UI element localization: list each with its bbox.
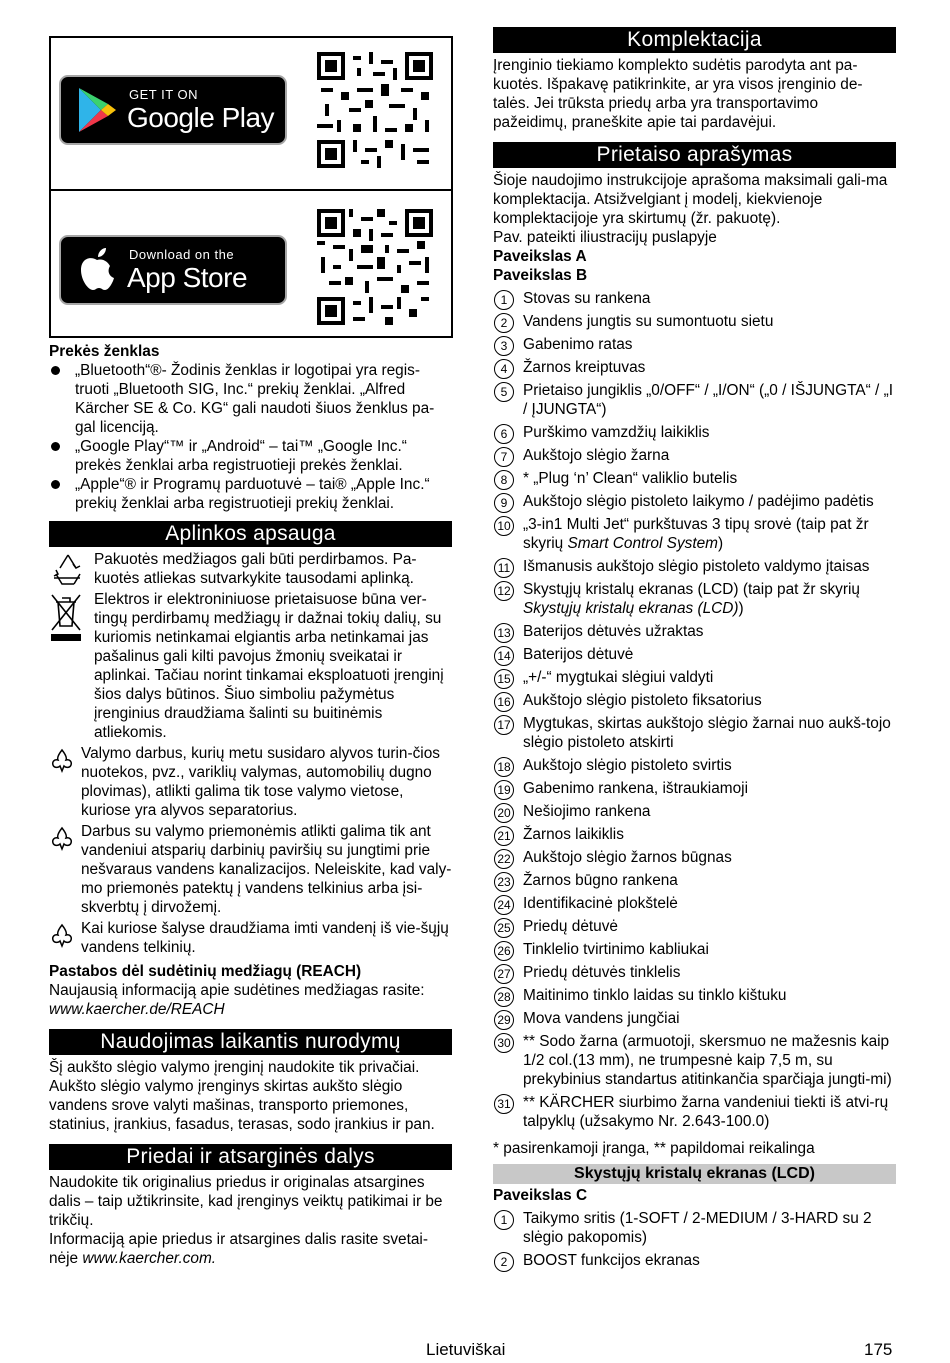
item-number-badge: 27 [494, 964, 514, 984]
item-number-badge: 19 [494, 780, 514, 800]
numbered-item [493, 1032, 896, 1089]
google-play-cell [51, 38, 451, 187]
numbered-item [493, 691, 896, 710]
item-number-badge: 11 [494, 558, 514, 578]
numbered-item [493, 1093, 896, 1131]
google-play-big-text: Google Play [127, 102, 275, 133]
item-text: Tinklelio tvirtinimo kabliukai [523, 941, 709, 958]
item-text: Mova vandens jungčiai [523, 1010, 680, 1027]
google-play-small-text: GET IT ON [129, 87, 199, 102]
item-text: ** Sodo žarna (armuotoji, skersmuo ne mažesnis kaip 1/2 col.(13 mm), ne trumpesnė kaip 7,5 m, su prekybinius standartus atitinkančia sparčiąja jungti-mi) [523, 1033, 892, 1088]
numbered-item [493, 871, 896, 890]
item-number-badge: 1 [494, 1210, 514, 1230]
scope-section-title: Komplektacija [493, 27, 896, 53]
item-number-badge: 30 [494, 1033, 514, 1053]
item-number-badge: 25 [494, 918, 514, 938]
item-number-badge: 31 [494, 1094, 514, 1114]
item-number-badge: 24 [494, 895, 514, 915]
footer-language: Lietuviškai [426, 1340, 506, 1359]
lcd-list [493, 1209, 896, 1270]
item-number-badge: 21 [494, 826, 514, 846]
item-text: Baterijos dėtuvė [523, 646, 634, 663]
numbered-item [493, 1009, 896, 1028]
item-number-badge: 15 [494, 669, 514, 689]
item-text: Stovas su rankena [523, 290, 651, 307]
numbered-item [493, 825, 896, 844]
trademark-item-text: „Apple“® ir Programų parduotuvė – tai® „Apple Inc.“ prekių ženklai arba registruotieji prekių ženklai. [75, 476, 430, 512]
component-list [493, 289, 896, 1131]
reach-link[interactable]: www.kaercher.de/REACH [49, 1001, 225, 1018]
reach-heading: Pastabos dėl sudėtinių medžiagų (REACH) [49, 963, 362, 980]
item-text: Priedų dėtuvė [523, 918, 618, 935]
scope-text: Įrenginio tiekiamo komplekto sudėtis parodyta ant pa-kuotės. Išpakavę patikrinkite, ar yra visos įrenginio de-talės. Jei trūksta priedų arba yra transportavimo pažeidimų, praneškite apie tai pardavėjui. [493, 57, 863, 131]
item-number-badge: 8 [494, 470, 514, 490]
recycle-row [49, 550, 452, 588]
item-text: Priedų dėtuvės tinklelis [523, 964, 681, 981]
crossed-bin-icon [49, 592, 83, 644]
weee-text: Elektros ir elektroniniuose prietaisuose būna ver-tingų perdirbamų medžiagų ir dažnai tokių dalių, su kuriomis netinkamai elgiantis arba netinkamai jas pašalinus gali kilti pavojus žmonių sveikatai ir aplinkai. Tačiau norint tinkamai eksploatuoti įrenginį šios dalys būtinos. Šiuo simboliu pažymėtus įrenginius draudžiama šalinti su buitinėmis atliekomis. [94, 591, 444, 741]
bullet-icon [51, 480, 60, 489]
accessories-info-text: Informaciją apie priedus ir atsargines dalis rasite svetai-nėje [49, 1231, 428, 1267]
item-text: Žarnos būgno rankena [523, 872, 678, 889]
description-text: Šioje naudojimo instrukcijoje aprašoma maksimali gali-ma komplektacija. Atsižvelgiant į modelį, kiekvienoje komplektacijoje yra skirtumų (žr. pakuotę). [493, 172, 888, 227]
item-text: Aukštojo slėgio pistoleto laikymo / padėjimo padėtis [523, 493, 874, 510]
numbered-item [493, 446, 896, 465]
item-text: Identifikacinė plokštelė [523, 895, 678, 912]
numbered-item [493, 469, 896, 488]
figure-a-label: Paveikslas A [493, 248, 587, 265]
item-text: Išmanusis aukštojo slėgio pistoleto valdymo įtaisas [523, 558, 870, 575]
item-crossref: Skystųjų kristalų ekranas (LCD) [523, 600, 739, 617]
numbered-item [493, 645, 896, 664]
trademark-item-text: „Google Play“™ ir „Android“ – tai™ „Google Inc.“ prekės ženklai arba registruotieji prekės ženklai. [75, 438, 407, 474]
item-text: Taikymo sritis (1-SOFT / 2-MEDIUM / 3-HARD su 2 slėgio pakopomis) [523, 1210, 872, 1246]
item-number-badge: 1 [494, 290, 514, 310]
app-store-cell [51, 189, 451, 340]
app-store-badge[interactable] [59, 235, 287, 305]
numbered-item [493, 557, 896, 576]
item-text: Gabenimo ratas [523, 336, 633, 353]
item-text: Aukštojo slėgio žarna [523, 447, 670, 464]
numbered-item [493, 423, 896, 442]
item-number-badge: 3 [494, 336, 514, 356]
trademark-item [49, 475, 452, 513]
lcd-section-title: Skystųjų kristalų ekranas (LCD) [493, 1164, 896, 1184]
item-text: ** KÄRCHER siurbimo žarna vandeniui tiekti iš atvi-rų talpyklų (užsakymo Nr. 2.643-100.0) [523, 1094, 889, 1130]
numbered-item [493, 289, 896, 308]
item-number-badge: 7 [494, 447, 514, 467]
left-column [49, 342, 452, 1268]
page-number: 175 [864, 1340, 893, 1359]
water-row [49, 919, 452, 957]
numbered-item [493, 917, 896, 936]
item-text: Baterijos dėtuvės užraktas [523, 623, 704, 640]
app-store-big-text: App Store [127, 262, 248, 293]
numbered-item [493, 802, 896, 821]
numbered-item [493, 358, 896, 377]
bullet-icon [51, 442, 60, 451]
google-play-icon [75, 86, 119, 134]
accessories-link[interactable]: www.kaercher.com. [82, 1250, 217, 1267]
oil-water-icon [49, 747, 75, 773]
item-number-badge: 13 [494, 623, 514, 643]
item-text: Aukštojo slėgio pistoleto svirtis [523, 757, 732, 774]
numbered-item [493, 1209, 896, 1247]
numbered-item [493, 312, 896, 331]
item-text: „3-in1 Multi Jet“ purkštuvas 3 tipų srovė (taip pat žr skyrių [523, 516, 869, 552]
usage-section-title: Naudojimas laikantis nurodymų [49, 1029, 452, 1055]
numbered-item [493, 580, 896, 618]
item-number-badge: 6 [494, 424, 514, 444]
item-text-suffix: ) [718, 535, 724, 552]
numbered-item [493, 668, 896, 687]
description-figures-note: Pav. pateikti iliustracijų puslapyje [493, 229, 717, 246]
item-text: Skystųjų kristalų ekranas (LCD) (taip pat žr skyrių [523, 581, 860, 598]
app-store-box [49, 36, 453, 338]
item-number-badge: 2 [494, 1252, 514, 1272]
item-text: Prietaiso jungiklis „0/OFF“ / „I/ON“ („0 / IŠJUNGTA“ / „I / ĮJUNGTA“) [523, 382, 893, 418]
item-text: Nešiojimo rankena [523, 803, 651, 820]
item-number-badge: 4 [494, 359, 514, 379]
accessories-info [49, 1230, 452, 1268]
item-number-badge: 10 [494, 516, 514, 536]
trademark-heading: Prekės ženklas [49, 343, 160, 360]
numbered-item [493, 756, 896, 775]
env-section-title: Aplinkos apsauga [49, 521, 452, 547]
item-number-badge: 14 [494, 646, 514, 666]
reach-text: Naujausią informaciją apie sudėtines medžiagas rasite: [49, 982, 425, 999]
bullet-icon [51, 366, 60, 375]
item-crossref: Smart Control System [567, 535, 718, 552]
numbered-item [493, 848, 896, 867]
trademark-item [49, 437, 452, 475]
numbered-item [493, 492, 896, 511]
numbered-item [493, 986, 896, 1005]
app-store-qr-code [317, 209, 433, 325]
numbered-item [493, 714, 896, 752]
cleaning-agent-icon [49, 825, 75, 851]
item-text: Vandens jungtis su sumontuotu sietu [523, 313, 774, 330]
apple-icon [77, 246, 117, 292]
water-text: Kai kuriose šalyse draudžiama imti vandenį iš vie-šųjų vandens telkinių. [81, 920, 449, 956]
item-text: * „Plug ‘n’ Clean“ valiklio butelis [523, 470, 738, 487]
description-section-title: Prietaiso aprašymas [493, 142, 896, 168]
numbered-item [493, 894, 896, 913]
item-text: Žarnos kreiptuvas [523, 359, 646, 376]
item-number-badge: 12 [494, 581, 514, 601]
water-source-icon [49, 922, 75, 948]
numbered-item [493, 515, 896, 553]
oil-text: Valymo darbus, kurių metu susidaro alyvos turin-čios nuotekos, pvz., variklių valymas, automobilių dugno plovimas), atlikti galima tik tose valymo vietose, kuriose yra alyvos separatorius. [81, 745, 440, 819]
accessories-section-title: Priedai ir atsarginės dalys [49, 1144, 452, 1170]
app-store-small-text: Download on the [129, 247, 235, 262]
footnote: * pasirenkamoji įranga, ** papildomai reikalinga [493, 1140, 815, 1157]
item-text: BOOST funkcijos ekranas [523, 1252, 700, 1269]
numbered-item [493, 940, 896, 959]
accessories-text: Naudokite tik originalius priedus ir originalas atsargines dalis – taip užtikrinsite, kad įrenginys veiktų patikimai ir be trikčių. [49, 1174, 443, 1229]
item-text: Aukštojo slėgio pistoleto fiksatorius [523, 692, 762, 709]
item-number-badge: 5 [494, 382, 514, 402]
right-column [493, 27, 896, 1274]
weee-row [49, 590, 452, 742]
trademark-list [49, 361, 452, 513]
item-text: Purškimo vamzdžių laikiklis [523, 424, 710, 441]
item-number-badge: 2 [494, 313, 514, 333]
trademark-item [49, 361, 452, 437]
numbered-item [493, 779, 896, 798]
recycle-icon [49, 552, 87, 588]
item-text: „+/-“ mygtukai slėgiui valdyti [523, 669, 714, 686]
usage-text: Šį aukšto slėgio valymo įrenginį naudokite tik privačiai. Aukšto slėgio valymo įrenginys skirtas aukšto slėgio vandens srove valyti mašinas, transporto priemones, statinius, įrankius, fasadus, terasas, sodo įrankius ir pan. [49, 1059, 435, 1133]
item-number-badge: 28 [494, 987, 514, 1007]
recycle-text: Pakuotės medžiagos gali būti perdirbamos. Pa-kuotės atliekas sutvarkykite tausodami aplinką. [94, 551, 417, 587]
numbered-item [493, 963, 896, 982]
item-number-badge: 29 [494, 1010, 514, 1030]
numbered-item [493, 622, 896, 641]
figure-c-label: Paveikslas C [493, 1187, 588, 1204]
item-number-badge: 26 [494, 941, 514, 961]
item-number-badge: 9 [494, 493, 514, 513]
item-text: Žarnos laikiklis [523, 826, 624, 843]
item-number-badge: 22 [494, 849, 514, 869]
item-text: Maitinimo tinklo laidas su tinklo kištuku [523, 987, 787, 1004]
numbered-item [493, 1251, 896, 1270]
item-text: Gabenimo rankena, ištraukiamoji [523, 780, 748, 797]
oil-row [49, 744, 452, 820]
item-text: Mygtukas, skirtas aukštojo slėgio žarnai nuo aukš-tojo slėgio pistoleto atskirti [523, 715, 891, 751]
item-number-badge: 18 [494, 757, 514, 777]
item-number-badge: 23 [494, 872, 514, 892]
google-play-qr-code [317, 52, 433, 168]
agent-text: Darbus su valymo priemonėmis atlikti galima tik ant vandeniui atsparių darbinių paviršių su jungtimi prie nešvaraus vandens kanalizacijos. Neleiskite, kad valy-mo priemonės patektų į vandens telkinius arba įsi-skverbtų į dirvožemį. [81, 823, 452, 916]
numbered-item [493, 335, 896, 354]
item-number-badge: 17 [494, 715, 514, 735]
numbered-item [493, 381, 896, 419]
item-text: Aukštojo slėgio žarnos būgnas [523, 849, 732, 866]
item-number-badge: 16 [494, 692, 514, 712]
google-play-badge[interactable] [59, 75, 287, 145]
figure-b-label: Paveikslas B [493, 267, 588, 284]
item-number-badge: 20 [494, 803, 514, 823]
agent-row [49, 822, 452, 917]
item-text-suffix: ) [738, 600, 744, 617]
trademark-item-text: „Bluetooth“®- Žodinis ženklas ir logotipai yra regis-truoti „Bluetooth SIG, Inc.“ prekių ženklai. „Alfred Kärcher SE & Co. KG“ gali naudoti šiuos ženklus pa-gal licenciją. [75, 362, 435, 436]
